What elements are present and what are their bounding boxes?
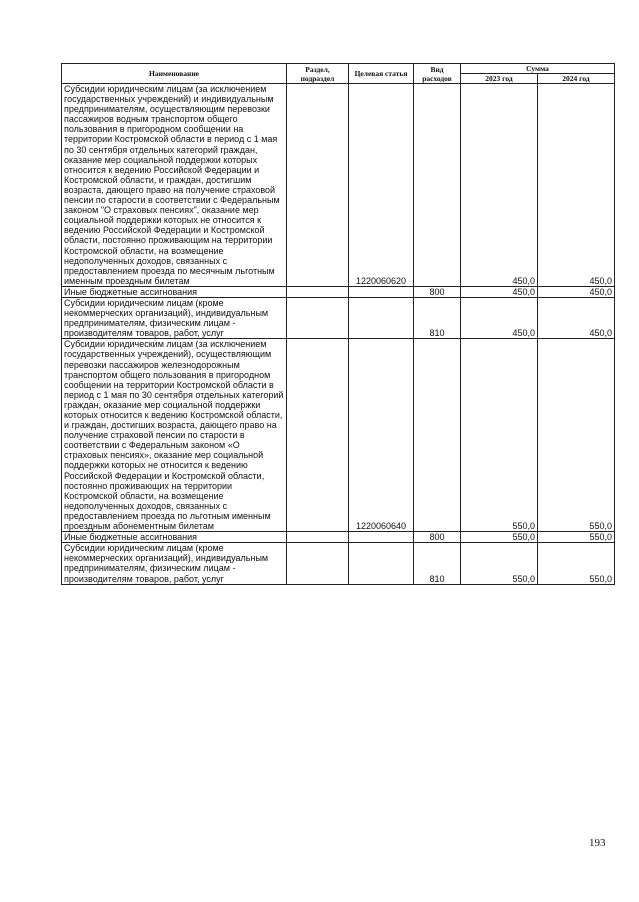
- row-name: Субсидии юридическим лицам (кроме некоммерческих организаций), индивидуальным предпринимателям, физическим лицам - производителям товаров, работ, услуг: [62, 543, 287, 584]
- header-sum: Сумма: [461, 64, 615, 74]
- row-target: [349, 286, 414, 297]
- row-type: [414, 84, 461, 287]
- row-name: Иные бюджетные ассигнования: [62, 532, 287, 543]
- row-2023: 450,0: [461, 297, 538, 338]
- header-target: Целевая статья: [349, 64, 414, 84]
- header-2023: 2023 год: [461, 74, 538, 84]
- table-row: [62, 84, 615, 287]
- row-name: Субсидии юридическим лицам (за исключением государственных учреждений) и индивидуальным предпринимателям, осуществляющим перевозки пассажиров водным транспортом общего пользования в пригородном сообщении на территории Костромской области в период с 1 мая по 30 сентября отдельных категорий граждан, оказание мер социальной поддержки которых относится к ведению Российской Федерации и Костромской области, и граждан, достигшим возраста, дающего право на получение страховой пенсии по старости в соответствии с Федеральным законом "О страховых пенсиях", оказание мер социальной поддержки которых не относится к ведению Российской Федерации и Костромской области, постоянно проживающим на территории Костромской области, на возмещение недополученных доходов, связанных с предоставлением проезда по месячным льготным именным проездным билетам: [62, 84, 287, 287]
- row-type: [414, 339, 461, 532]
- row-2023: 550,0: [461, 339, 538, 532]
- row-name: Иные бюджетные ассигнования: [62, 286, 287, 297]
- row-2024: 450,0: [538, 84, 615, 287]
- row-type: 810: [414, 297, 461, 338]
- row-2023: 450,0: [461, 286, 538, 297]
- row-name: Субсидии юридическим лицам (кроме некоммерческих организаций), индивидуальным предпринимателям, физическим лицам - производителям товаров, работ, услуг: [62, 297, 287, 338]
- row-2024: 450,0: [538, 286, 615, 297]
- budget-table: [61, 63, 615, 585]
- row-section: [287, 532, 349, 543]
- row-target: 1220060640: [349, 339, 414, 532]
- row-target: [349, 297, 414, 338]
- table-row: [62, 339, 615, 532]
- row-2024: 450,0: [538, 297, 615, 338]
- row-2024: 550,0: [538, 532, 615, 543]
- header-2024: 2024 год: [538, 74, 615, 84]
- row-2024: 550,0: [538, 339, 615, 532]
- row-2023: 450,0: [461, 84, 538, 287]
- header-section: Раздел, подраздел: [287, 64, 349, 84]
- row-2023: 550,0: [461, 532, 538, 543]
- row-name: Субсидии юридическим лицам (за исключением государственных учреждений), осуществляющим перевозки пассажиров железнодорожным транспортом общего пользования в пригородном сообщении на территории Костромской области в период с 1 мая по 30 сентября отдельных категорий граждан, оказание мер социальной поддержки которых относится к ведению Костромской области, и граждан, достигших возраста, дающего право на получение страховой пенсии по старости в соответствии с Федеральным законом «О страховых пенсиях», оказание мер социальной поддержки которых не относится к ведению Российской Федерации и Костромской области, постоянно проживающих на территории Костромской области, на возмещение недополученных доходов, связанных с предоставлением проезда по льготным именным проездным абонементным билетам: [62, 339, 287, 532]
- page-number: 193: [589, 837, 606, 849]
- row-type: 800: [414, 532, 461, 543]
- table-row: [62, 286, 615, 297]
- row-2024: 550,0: [538, 543, 615, 584]
- table-row: [62, 532, 615, 543]
- row-type: 800: [414, 286, 461, 297]
- row-type: 810: [414, 543, 461, 584]
- row-section: [287, 339, 349, 532]
- row-section: [287, 543, 349, 584]
- row-2023: 550,0: [461, 543, 538, 584]
- row-target: [349, 532, 414, 543]
- header-name: Наименование: [62, 64, 287, 84]
- row-target: 1220060620: [349, 84, 414, 287]
- row-section: [287, 84, 349, 287]
- row-target: [349, 543, 414, 584]
- header-type: Вид расходов: [414, 64, 461, 84]
- row-section: [287, 297, 349, 338]
- row-section: [287, 286, 349, 297]
- table-row: [62, 543, 615, 584]
- table-row: [62, 297, 615, 338]
